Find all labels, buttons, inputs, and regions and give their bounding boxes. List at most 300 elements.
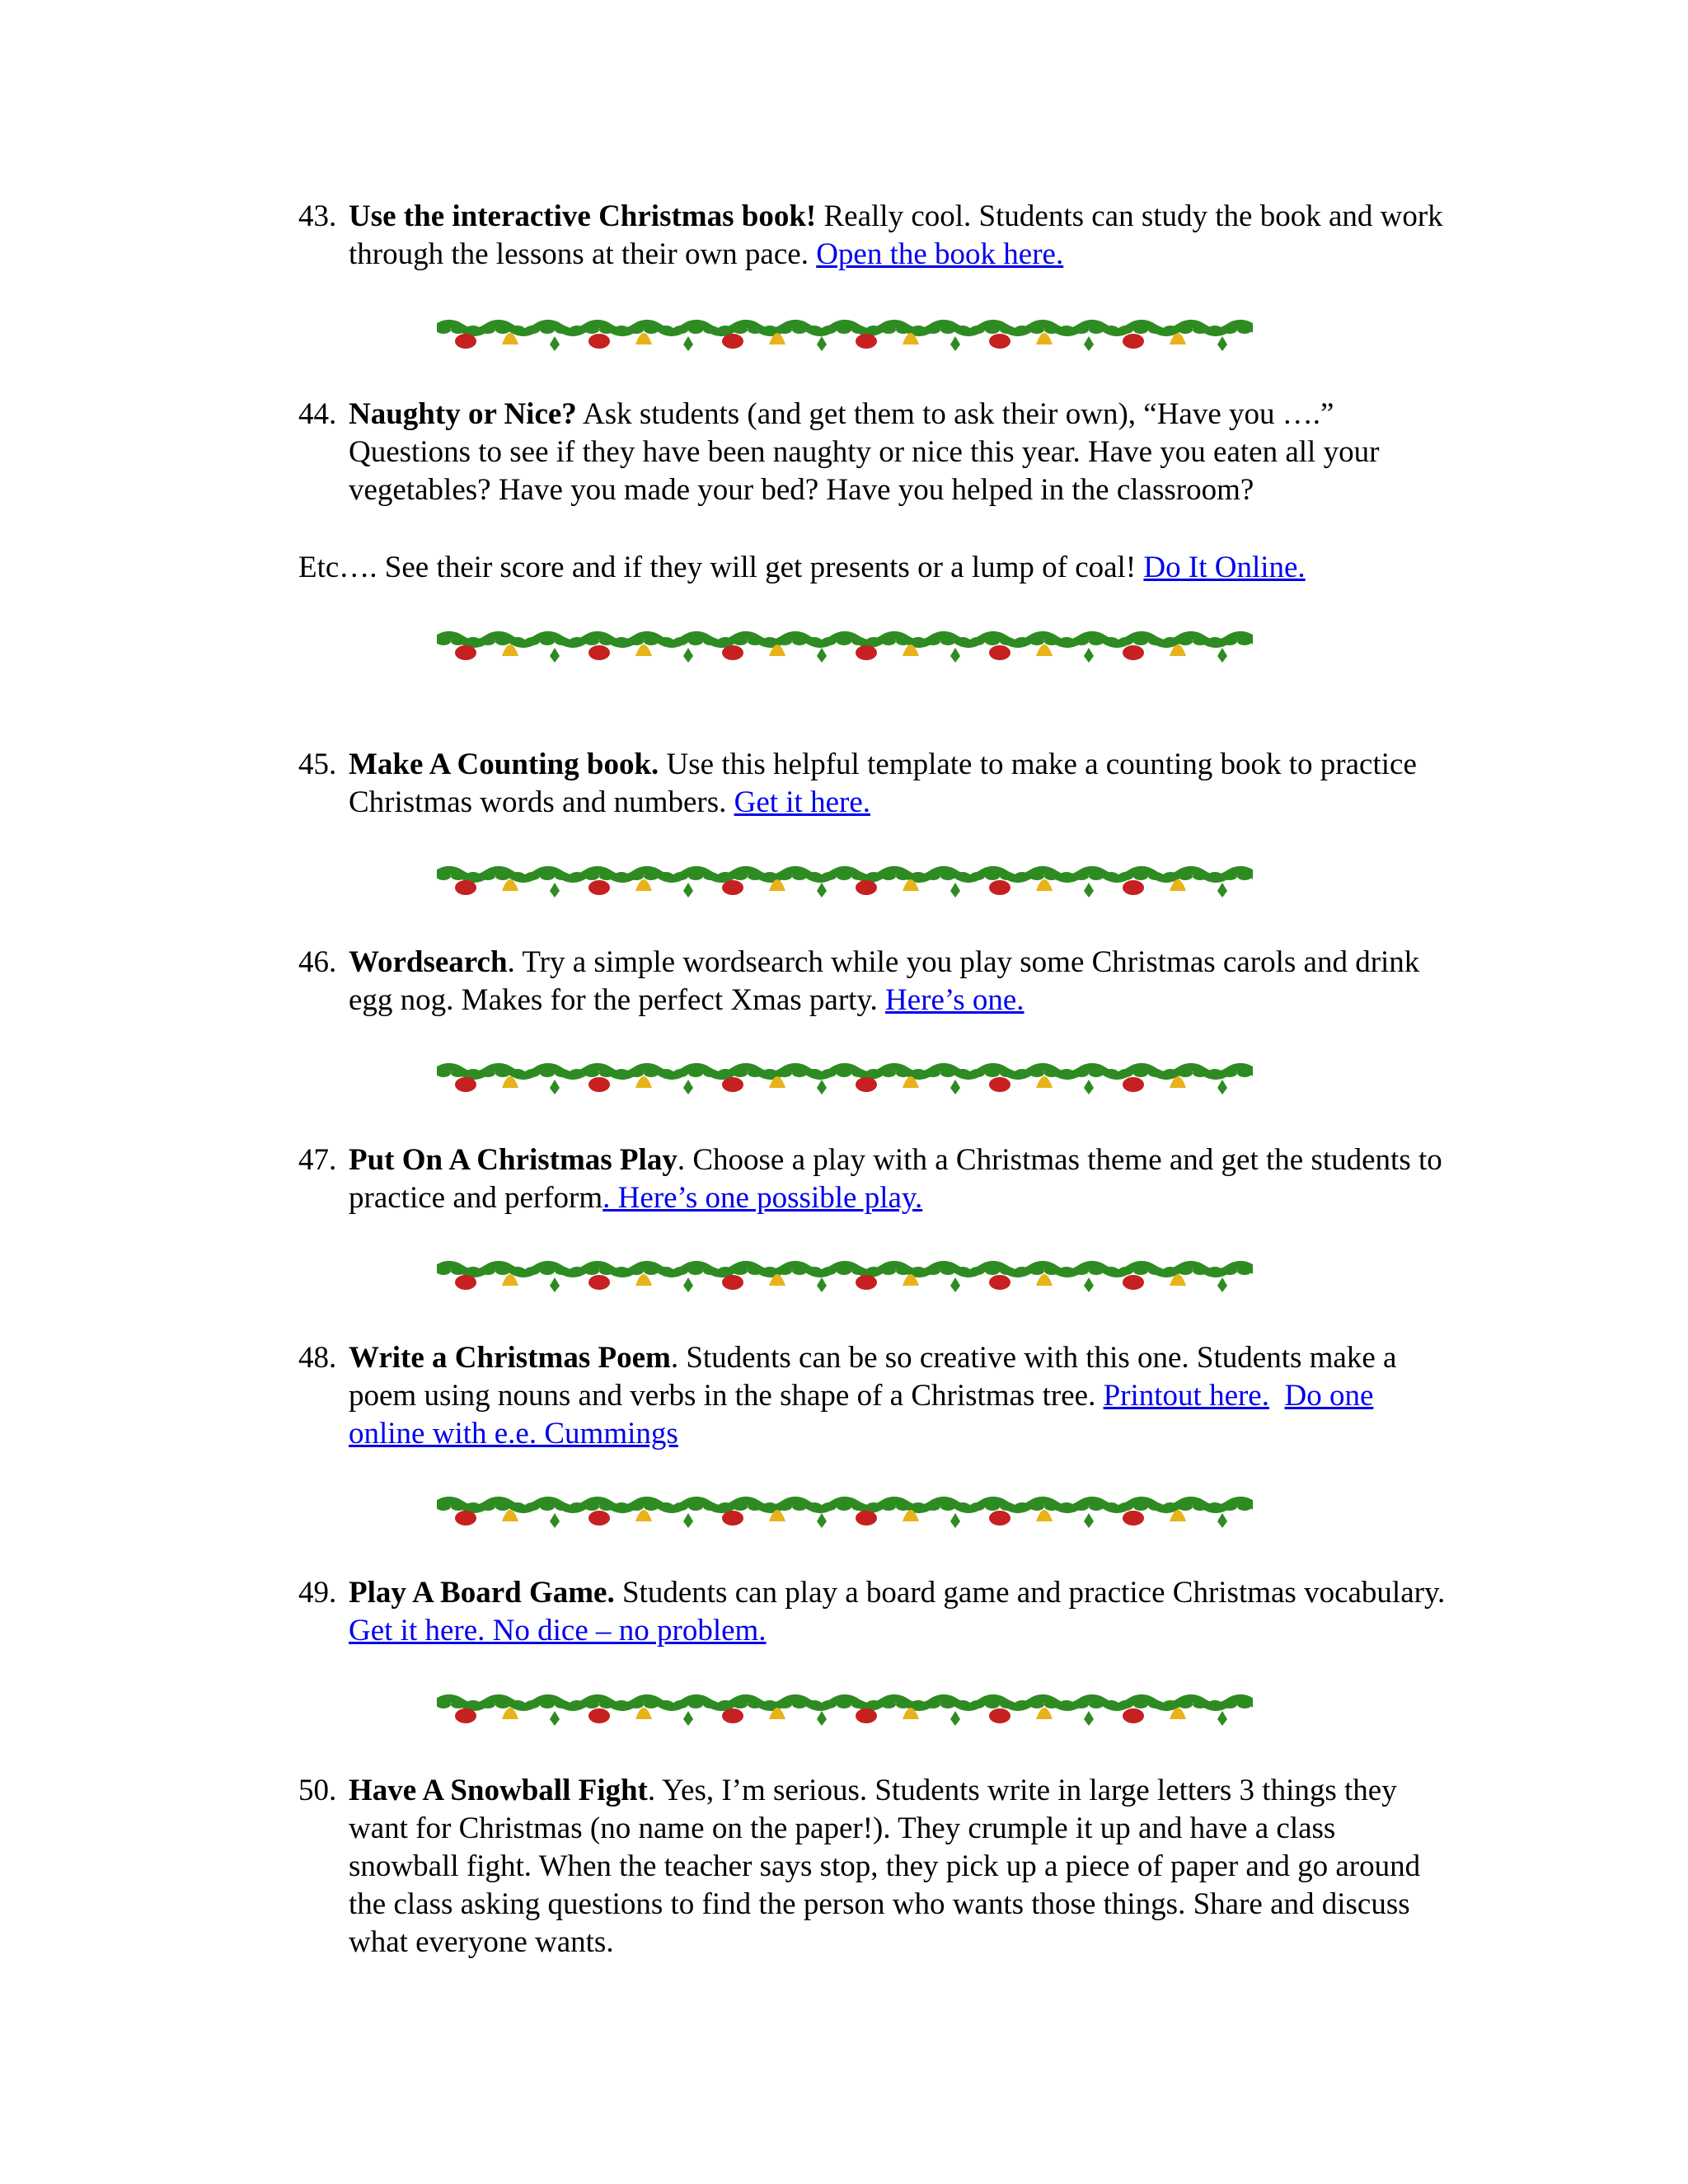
garland-leaf [673,872,688,880]
garland-leaf [1074,1700,1089,1708]
garland-leaf [510,1267,525,1275]
garland-leaf [926,872,940,880]
garland-leaf [1193,1700,1207,1708]
garland-leaf [1133,637,1148,645]
garland-leaf [748,1700,762,1708]
item-text: Really cool. Students can study the book and work through the lessons at their own pace. [349,199,1443,271]
garland-leaf [1118,1700,1133,1708]
garland-leaf [1237,1502,1252,1511]
garland-leaf [466,1267,481,1275]
garland-leaf [570,1502,584,1511]
garland-ornament [722,1077,743,1092]
garland-leaf [1089,326,1104,334]
garland-leaf [495,1069,510,1077]
garland-leaf [703,872,718,880]
list-item-47 [298,1141,1452,1217]
garland-leaf [540,1069,555,1077]
garland-ornament [588,880,610,895]
item-number: 49. [298,1576,337,1610]
garland-leaf [570,1069,584,1077]
garland-drop [950,336,960,351]
garland-leaf [1089,1069,1104,1077]
item-title: Make A Counting book. [349,748,659,781]
garland-leaf [644,326,659,334]
garland-leaf [777,326,792,334]
garland-leaf [851,1502,866,1511]
garland-leaf [644,1069,659,1077]
garland-leaf [525,1700,540,1708]
garland-leaf [629,1700,644,1708]
garland-leaf [555,637,570,645]
get-it-here-link[interactable]: Get it here. [734,785,871,819]
garland-leaf [1148,326,1163,334]
garland-leaf [703,1069,718,1077]
garland-leaf [599,637,614,645]
garland-leaf [837,872,851,880]
garland-leaf [1015,637,1029,645]
garland-leaf [777,1267,792,1275]
garland-leaf [1059,1267,1074,1275]
garland-ornament [1123,880,1144,895]
garland-leaf [555,326,570,334]
garland-leaf [451,1069,466,1077]
garland-leaf [1133,1069,1148,1077]
garland-leaf [703,1700,718,1708]
garland-drop [1217,336,1227,351]
garland-leaf [481,326,495,334]
garland-leaf [451,1502,466,1511]
garland-drop [1217,883,1227,898]
garland-bell [1036,644,1053,656]
garland-leaf [807,872,822,880]
garland-leaf [1015,1700,1029,1708]
garland-leaf [510,637,525,645]
garland-leaf [525,1502,540,1511]
garland-leaf [495,1502,510,1511]
garland-leaf [1029,1700,1044,1708]
garland-leaf [510,1502,525,1511]
garland-leaf [866,1700,881,1708]
garland-leaf [896,637,911,645]
garland-leaf [1193,637,1207,645]
garland-leaf [1044,637,1059,645]
garland-leaf [688,637,703,645]
garland-leaf [1148,1502,1163,1511]
garland-leaf [510,326,525,334]
garland-divider [437,313,1253,354]
item-text: . Choose a play with a Christmas theme and get the students to practice and perform [349,1143,1442,1215]
garland-leaf [1015,1267,1029,1275]
garland-leaf [1089,872,1104,880]
garland-leaf [1000,872,1015,880]
garland-leaf [510,872,525,880]
garland-leaf [807,1267,822,1275]
garland-leaf [1222,1502,1237,1511]
garland-leaf [1207,326,1222,334]
garland-leaf [822,872,837,880]
garland-ornament [455,880,476,895]
garland-leaf [1104,1700,1118,1708]
garland-leaf [748,326,762,334]
item-title: Use the interactive Christmas book! [349,199,817,233]
garland-leaf [792,1700,807,1708]
garland-leaf [1148,1267,1163,1275]
garland-leaf [1163,1700,1178,1708]
printout-link[interactable]: Printout here. [1103,1379,1269,1413]
open-book-link[interactable]: Open the book here. [816,237,1064,271]
garland-leaf [614,326,629,334]
garland-leaf [1178,872,1193,880]
garland-ornament [989,1275,1010,1290]
garland-leaf [1104,872,1118,880]
garland-leaf [584,872,599,880]
item-text: . Students can be so creative with this one. Students make a poem using nouns and verbs in the shape of a Christmas tree. [349,1341,1397,1413]
garland-ornament [455,645,476,660]
garland-leaf [629,326,644,334]
garland-drop [1084,1277,1094,1292]
garland-drop [1084,648,1094,663]
garland-leaf [881,1267,896,1275]
garland-bell [635,879,652,891]
garland-leaf [599,326,614,334]
garland-leaf [688,872,703,880]
garland-divider [437,1057,1253,1098]
garland-leaf [926,326,940,334]
garland-leaf [985,872,1000,880]
garland-ornament [856,1708,877,1723]
garland-leaf [911,1267,926,1275]
garland-leaf [495,872,510,880]
garland-drop [683,1080,693,1094]
garland-leaf [510,1069,525,1077]
garland-leaf [466,1700,481,1708]
garland-leaf [1193,1502,1207,1511]
garland-leaf [1000,326,1015,334]
garland-leaf [1118,1267,1133,1275]
garland-ornament [722,1708,743,1723]
garland-leaf [1148,1069,1163,1077]
garland-leaf [1133,872,1148,880]
garland-bell [635,1708,652,1719]
garland-leaf [584,326,599,334]
garland-leaf [659,1502,673,1511]
garland-leaf [792,1069,807,1077]
garland-leaf [1089,1267,1104,1275]
garland-ornament [455,1275,476,1290]
garland-drop [683,336,693,351]
garland-leaf [911,1069,926,1077]
garland-leaf [748,1267,762,1275]
garland-leaf [881,326,896,334]
garland-divider [437,1490,1253,1531]
garland-leaf [1015,872,1029,880]
garland-leaf [466,1069,481,1077]
garland-bell [635,1510,652,1521]
garland-ornament [722,1275,743,1290]
garland-leaf [985,1267,1000,1275]
garland-bell [1036,879,1053,891]
garland-bell [1036,1510,1053,1521]
garland-leaf [659,326,673,334]
garland-leaf [555,1502,570,1511]
garland-leaf [659,872,673,880]
garland-leaf [688,1069,703,1077]
garland-ornament [455,1708,476,1723]
garland-leaf [1118,1069,1133,1077]
garland-ornament [588,334,610,349]
garland-leaf [659,1700,673,1708]
garland-leaf [911,872,926,880]
garland-leaf [659,1267,673,1275]
garland-leaf [688,326,703,334]
garland-leaf [1104,637,1118,645]
garland-leaf [1118,637,1133,645]
garland-leaf [1163,1069,1178,1077]
garland-leaf [837,326,851,334]
garland-leaf [1118,326,1133,334]
garland-leaf [703,326,718,334]
garland-ornament [455,1077,476,1092]
garland-leaf [1000,1502,1015,1511]
garland-leaf [1015,1502,1029,1511]
garland-ornament [1123,1077,1144,1092]
garland-leaf [926,637,940,645]
garland-drop [1217,1711,1227,1726]
garland-leaf [970,1069,985,1077]
garland-leaf [570,872,584,880]
garland-ornament [989,334,1010,349]
garland-leaf [1178,1502,1193,1511]
garland-ornament [588,1275,610,1290]
garland-leaf [466,637,481,645]
garland-drop [683,1711,693,1726]
garland-ornament [722,1511,743,1526]
garland-drop [683,1277,693,1292]
garland-leaf [1178,326,1193,334]
garland-leaf [762,1267,777,1275]
garland-leaf [495,637,510,645]
garland-leaf [570,1267,584,1275]
item-number: 46. [298,945,337,979]
garland-leaf [525,637,540,645]
garland-leaf [926,1069,940,1077]
garland-leaf [822,1069,837,1077]
garland-drop [1084,883,1094,898]
cummings-link[interactable]: Do one online with e.e. Cummings [349,1379,1374,1451]
item-title: Wordsearch [349,945,508,979]
garland-leaf [644,872,659,880]
garland-leaf [777,1502,792,1511]
garland-leaf [792,326,807,334]
garland-drop [1084,336,1094,351]
garland-leaf [451,1700,466,1708]
garland-leaf [792,637,807,645]
garland-drop [550,1080,560,1094]
item-number: 44. [298,397,337,431]
garland-leaf [540,326,555,334]
item-text: . Yes, I’m serious. Students write in large letters 3 things they want for Christmas (no name on the paper!). They crumple it up and have a class snowball fight. When the teacher says stop, they pick up a piece of paper and go around the class asking questions to find the person who wants those things. Share and discuss what everyone wants. [349,1774,1421,1959]
garland-leaf [1163,872,1178,880]
garland-leaf [748,1069,762,1077]
garland-leaf [673,1700,688,1708]
garland-leaf [792,1502,807,1511]
garland-leaf [866,872,881,880]
etc-text: Etc…. See their score and if they will get presents or a lump of coal! [298,551,1144,584]
garland-drop [817,1277,827,1292]
garland-leaf [970,637,985,645]
garland-leaf [614,1502,629,1511]
garland-leaf [762,637,777,645]
garland-ornament [1123,1708,1144,1723]
garland-leaf [1118,872,1133,880]
garland-leaf [688,1267,703,1275]
garland-leaf [584,637,599,645]
garland-leaf [733,637,748,645]
garland-leaf [762,1502,777,1511]
garland-leaf [1207,1267,1222,1275]
garland-leaf [718,1069,733,1077]
garland-bell [1036,1274,1053,1286]
garland-leaf [807,1069,822,1077]
item-text: Use this helpful template to make a counting book to practice Christmas words and numbers. [349,748,1417,819]
garland-leaf [866,1502,881,1511]
garland-leaf [1029,1502,1044,1511]
garland-leaf [940,872,955,880]
garland-ornament [722,880,743,895]
garland-leaf [896,326,911,334]
garland-leaf [985,1700,1000,1708]
garland-leaf [1133,326,1148,334]
garland-leaf [1133,1267,1148,1275]
garland-leaf [926,1267,940,1275]
garland-leaf [495,1267,510,1275]
garland-leaf [911,637,926,645]
garland-leaf [1029,872,1044,880]
garland-leaf [718,1700,733,1708]
garland-leaf [733,1267,748,1275]
garland-leaf [1207,1502,1222,1511]
garland-leaf [481,872,495,880]
garland-leaf [659,1069,673,1077]
garland-leaf [718,637,733,645]
garland-leaf [1133,1700,1148,1708]
garland-leaf [614,872,629,880]
list-item-44 [298,396,1452,509]
garland-leaf [777,1069,792,1077]
garland-bell [635,1076,652,1088]
garland-ornament [588,645,610,660]
garland-ornament [856,1511,877,1526]
garland-divider [437,860,1253,901]
garland-leaf [896,872,911,880]
garland-leaf [644,1700,659,1708]
garland-leaf [866,326,881,334]
garland-leaf [807,637,822,645]
garland-leaf [896,1069,911,1077]
item-number: 50. [298,1774,337,1807]
garland-leaf [1074,1267,1089,1275]
garland-leaf [985,637,1000,645]
garland-drop [550,1513,560,1528]
garland-leaf [673,1267,688,1275]
garland-leaf [1074,1502,1089,1511]
garland-leaf [792,872,807,880]
garland-leaf [555,1700,570,1708]
garland-drop [1217,1513,1227,1528]
garland-leaf [599,1700,614,1708]
item-title: Write a Christmas Poem [349,1341,671,1375]
garland-leaf [851,1267,866,1275]
garland-leaf [1104,326,1118,334]
item-number: 43. [298,199,337,233]
garland-leaf [540,1700,555,1708]
board-game-link[interactable]: Get it here. [349,1614,493,1647]
garland-leaf [807,326,822,334]
garland-leaf [1222,326,1237,334]
garland-drop [950,648,960,663]
garland-leaf [1089,1700,1104,1708]
garland-leaf [1237,1267,1252,1275]
garland-leaf [1207,637,1222,645]
garland-drop [683,648,693,663]
garland-leaf [1237,637,1252,645]
garland-leaf [1237,872,1252,880]
garland-leaf [955,1700,970,1708]
garland-leaf [1148,637,1163,645]
garland-bell [1036,333,1053,344]
garland-drop [817,648,827,663]
garland-leaf [1044,1267,1059,1275]
garland-leaf [1104,1069,1118,1077]
heres-one-link[interactable]: Here’s one. [885,983,1025,1017]
play-link[interactable]: . Here’s one possible play. [603,1181,923,1215]
garland-leaf [466,872,481,880]
garland-leaf [570,637,584,645]
garland-drop [1084,1080,1094,1094]
garland-leaf [851,872,866,880]
garland-leaf [881,1700,896,1708]
garland-leaf [1059,637,1074,645]
do-it-online-link[interactable]: Do It Online. [1143,551,1306,584]
garland-leaf [673,1502,688,1511]
garland-leaf [837,1700,851,1708]
garland-leaf [673,637,688,645]
garland-leaf [1178,1267,1193,1275]
garland-drop [1217,1277,1227,1292]
garland-leaf [851,637,866,645]
garland-leaf [1222,1700,1237,1708]
garland-leaf [733,1700,748,1708]
garland-leaf [837,637,851,645]
garland-leaf [451,872,466,880]
garland-leaf [644,1267,659,1275]
garland-leaf [896,1700,911,1708]
garland-leaf [673,1069,688,1077]
garland-leaf [970,1502,985,1511]
garland-leaf [466,1502,481,1511]
garland-leaf [718,872,733,880]
item-title: Put On A Christmas Play [349,1143,678,1177]
list-item-45 [298,746,1452,822]
garland-leaf [451,326,466,334]
item-title: Play A Board Game. [349,1576,615,1610]
garland-leaf [940,1069,955,1077]
garland-leaf [1163,326,1178,334]
item-title: Naughty or Nice? [349,397,577,431]
no-dice-link[interactable]: No dice – no problem. [492,1614,767,1647]
garland-ornament [856,645,877,660]
garland-leaf [1237,326,1252,334]
